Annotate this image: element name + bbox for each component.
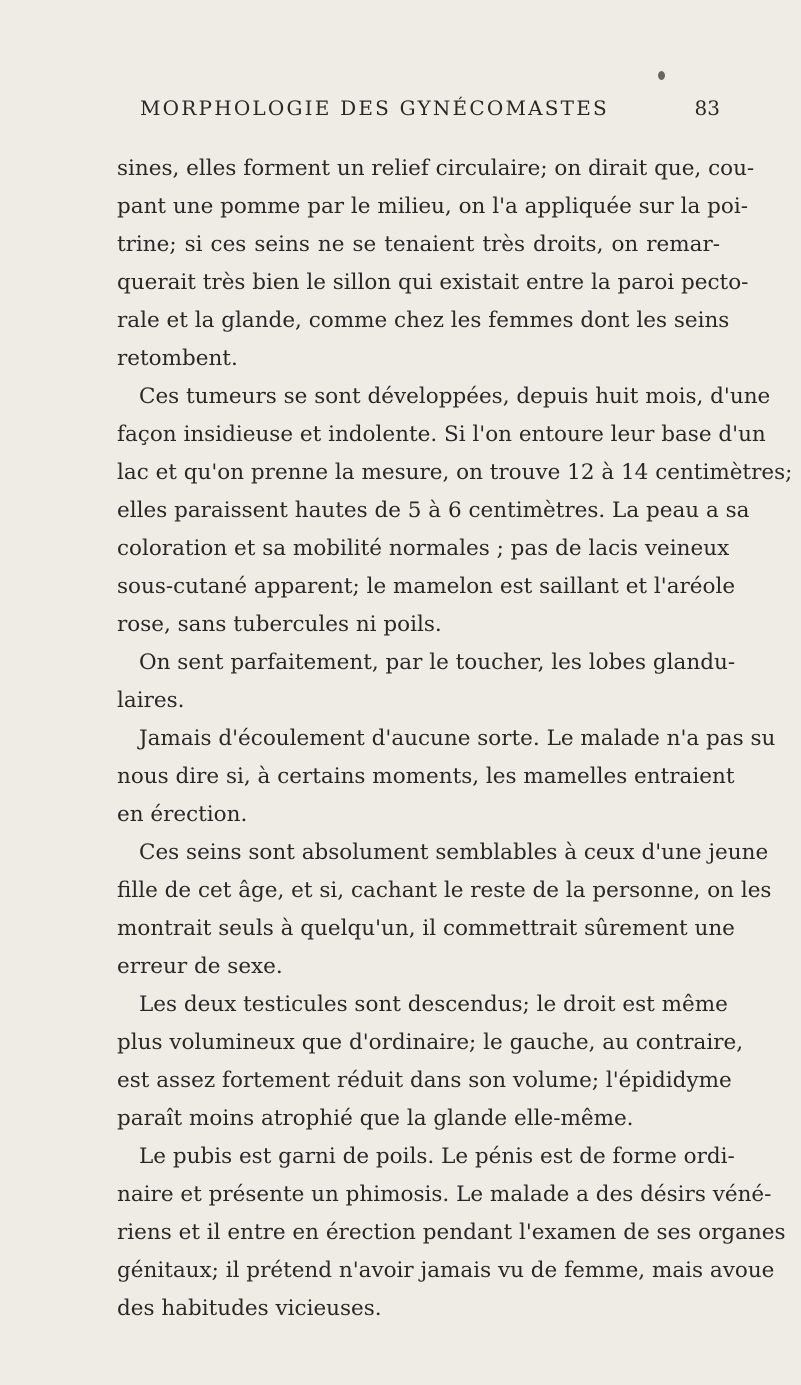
text-line: en érection. (117, 802, 248, 827)
text-line: Les deux testicules sont descendus; le droit est même (139, 992, 728, 1017)
text-line: Jamais d'écoulement d'aucune sorte. Le malade n'a pas su (139, 726, 776, 751)
text-line: pant une pomme par le milieu, on l'a appliquée sur la poi- (117, 194, 748, 219)
running-title: MORPHOLOGIE DES GYNÉCOMASTES (140, 96, 609, 120)
text-line: On sent parfaitement, par le toucher, les lobes glandu- (139, 650, 736, 675)
text-line: trine; si ces seins ne se tenaient très droits, on remar- (117, 232, 720, 257)
text-line: façon insidieuse et indolente. Si l'on entoure leur base d'un (117, 422, 766, 447)
text-line: fille de cet âge, et si, cachant le reste de la personne, on les (117, 878, 772, 903)
text-line: est assez fortement réduit dans son volume; l'épididyme (117, 1068, 732, 1093)
page-number: 83 (694, 96, 720, 120)
page-header (140, 96, 720, 126)
text-line: erreur de sexe. (117, 954, 283, 979)
text-line: Le pubis est garni de poils. Le pénis est de forme ordi- (139, 1144, 735, 1169)
text-line: sines, elles forment un relief circulaire; on dirait que, cou- (117, 156, 755, 181)
text-line: paraît moins atrophié que la glande elle-même. (117, 1106, 634, 1131)
text-line: nous dire si, à certains moments, les mamelles entraient (117, 764, 735, 789)
text-line: coloration et sa mobilité normales ; pas de lacis veineux (117, 536, 730, 561)
text-line: génitaux; il prétend n'avoir jamais vu de femme, mais avoue (117, 1258, 775, 1283)
text-line: Ces seins sont absolument semblables à ceux d'une jeune (139, 840, 769, 865)
text-line: rale et la glande, comme chez les femmes dont les seins (117, 308, 730, 333)
text-line: rose, sans tubercules ni poils. (117, 612, 442, 637)
text-line: sous-cutané apparent; le mamelon est saillant et l'aréole (117, 574, 736, 599)
body-text (117, 150, 793, 1328)
text-line: laires. (117, 688, 185, 713)
text-line: plus volumineux que d'ordinaire; le gauche, au contraire, (117, 1030, 744, 1055)
text-line: Ces tumeurs se sont développées, depuis huit mois, d'une (139, 384, 771, 409)
ink-speck (658, 71, 665, 80)
text-line: naire et présente un phimosis. Le malade a des désirs véné- (117, 1182, 772, 1207)
text-line: elles paraissent hautes de 5 à 6 centimètres. La peau a sa (117, 498, 750, 523)
text-line: montrait seuls à quelqu'un, il commettrait sûrement une (117, 916, 735, 941)
text-line: retombent. (117, 346, 238, 371)
text-line: riens et il entre en érection pendant l'examen de ses organes (117, 1220, 786, 1245)
text-line: des habitudes vicieuses. (117, 1296, 382, 1321)
text-line: lac et qu'on prenne la mesure, on trouve 12 à 14 centimètres; (117, 460, 793, 485)
text-line: querait très bien le sillon qui existait entre la paroi pecto- (117, 270, 749, 295)
